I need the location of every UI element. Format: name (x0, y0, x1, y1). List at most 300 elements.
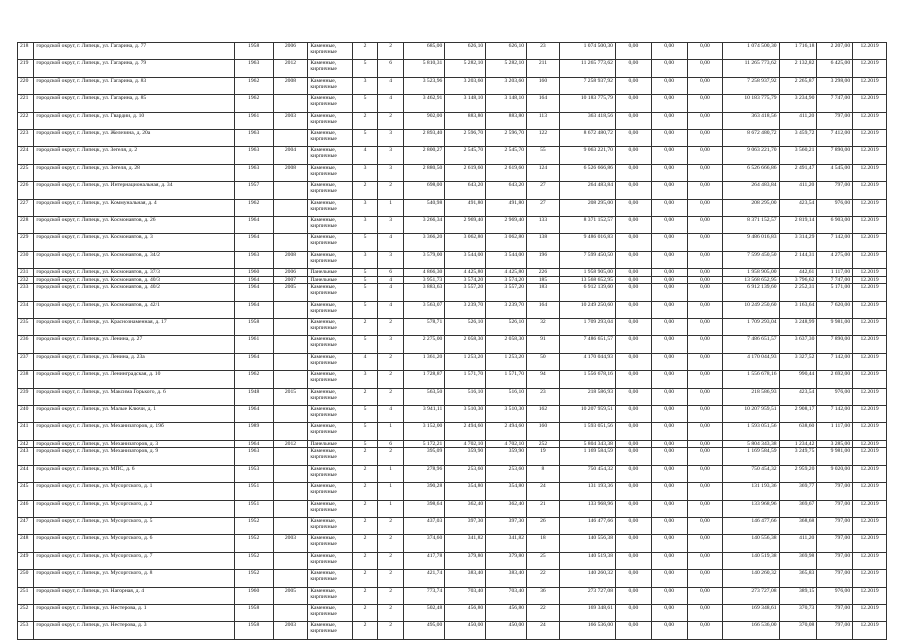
cell-wall-material: Каменные, кирпичные (308, 112, 353, 129)
cell-cost-per-sqm: 2 265,87 (779, 77, 817, 94)
cell-total-area: 1 361,20 (404, 353, 445, 370)
cell-area-residential: 516,10 (486, 388, 527, 405)
cell-total-area: 417,78 (404, 552, 445, 569)
cell-floors: 3 (353, 199, 378, 216)
cell-max-cost-per-sqm: 797,00 (817, 500, 853, 517)
cell-wall-material: Панельные (308, 276, 353, 284)
cell-wall-material: Панельные (308, 440, 353, 448)
cell-year-overhaul: 2008 (273, 164, 308, 181)
cell-area-residential: 4 425,80 (486, 269, 527, 277)
cell-address: городской округ, г. Липецк, ул. Мусоргского, д. 7 (34, 552, 234, 569)
cell-planned-date: 12.2019 (853, 622, 887, 639)
cell-residents: 196 (527, 251, 560, 268)
cell-year-built: 1961 (234, 336, 273, 353)
cell-total-area: 3 462,91 (404, 95, 445, 112)
cell-residents: 24 (527, 483, 560, 500)
cell-max-cost-per-sqm: 797,00 (817, 570, 853, 587)
cell-max-cost-per-sqm: 797,00 (817, 604, 853, 621)
cell-total-cost: 140 519,38 (559, 552, 615, 569)
cell-wall-material: Каменные, кирпичные (308, 406, 353, 423)
cell-row-number: 249 (18, 552, 34, 569)
cell-cost-fund: 0,00 (615, 587, 651, 604)
cell-total-area: 3 951,73 (404, 276, 445, 284)
cell-entrances: 2 (377, 182, 404, 199)
cell-address: городской округ, г. Липецк, ул. Интернациональная, д. 34 (34, 182, 234, 199)
cell-year-overhaul (273, 483, 308, 500)
cell-total-area: 421,74 (404, 570, 445, 587)
table-row (18, 43, 887, 60)
table-row (18, 216, 887, 233)
cell-total-area: 3 941,11 (404, 406, 445, 423)
cell-planned-date: 12.2019 (853, 440, 887, 448)
cell-year-overhaul: 2007 (273, 276, 308, 284)
cell-area-residential: 3 574,20 (486, 276, 527, 284)
table-row (18, 164, 887, 181)
cell-cost-regional: 0,00 (651, 517, 687, 534)
cell-total-cost: 6 526 666,86 (559, 164, 615, 181)
cell-cost-regional: 0,00 (651, 77, 687, 94)
cell-total-cost: 140 260,32 (559, 570, 615, 587)
cell-total-cost: 1 074 500,30 (559, 43, 615, 60)
cell-residents: 27 (527, 182, 560, 199)
cell-cost-per-sqm: 411,20 (779, 182, 817, 199)
cell-address: городской округ, г. Липецк, ул. Мусоргского, д. 6 (34, 535, 234, 552)
cell-cost-local: 0,00 (687, 500, 723, 517)
cell-total-area: 390,28 (404, 483, 445, 500)
cell-area-premises: 456,80 (445, 604, 486, 621)
cell-wall-material: Каменные, кирпичные (308, 95, 353, 112)
cell-wall-material: Каменные, кирпичные (308, 234, 353, 251)
cell-residents: 55 (527, 147, 560, 164)
cell-area-premises: 3 062,80 (445, 234, 486, 251)
cell-total-area: 502,48 (404, 604, 445, 621)
cell-cost-local: 0,00 (687, 43, 723, 60)
cell-row-number: 246 (18, 500, 34, 517)
cell-row-number: 251 (18, 587, 34, 604)
cell-residents: 21 (527, 500, 560, 517)
cell-cost-owners: 4 170 044,93 (723, 353, 779, 370)
cell-area-premises: 1 253,20 (445, 353, 486, 370)
cell-year-overhaul (273, 301, 308, 318)
cell-total-area: 3 563,07 (404, 301, 445, 318)
cell-residents: 8 (527, 465, 560, 482)
cell-cost-regional: 0,00 (651, 147, 687, 164)
cell-year-built: 1964 (234, 276, 273, 284)
cell-cost-regional: 0,00 (651, 406, 687, 423)
cell-year-overhaul (273, 182, 308, 199)
cell-year-overhaul: 2003 (273, 535, 308, 552)
cell-planned-date: 12.2019 (853, 216, 887, 233)
cell-year-overhaul (273, 199, 308, 216)
cell-max-cost-per-sqm: 6 425,00 (817, 60, 853, 77)
cell-cost-local: 0,00 (687, 60, 723, 77)
cell-area-premises: 516,10 (445, 388, 486, 405)
cell-year-built: 1952 (234, 570, 273, 587)
cell-year-built: 1964 (234, 234, 273, 251)
cell-row-number: 222 (18, 112, 34, 129)
cell-cost-regional: 0,00 (651, 112, 687, 129)
cell-area-residential: 2 058,30 (486, 336, 527, 353)
cell-cost-per-sqm: 3 163,64 (779, 301, 817, 318)
cell-residents: 164 (527, 301, 560, 318)
cell-total-area: 5 810,31 (404, 60, 445, 77)
cell-entrances: 3 (377, 216, 404, 233)
cell-total-cost: 6 912 139,60 (559, 284, 615, 301)
cell-entrances: 1 (377, 465, 404, 482)
cell-residents: 25 (527, 552, 560, 569)
cell-year-built: 1989 (234, 423, 273, 440)
cell-row-number: 235 (18, 319, 34, 336)
table-row (18, 406, 887, 423)
cell-entrances: 6 (377, 60, 404, 77)
cell-address: городской округ, г. Липецк, ул. Космонавтов, д. 42/1 (34, 301, 234, 318)
cell-planned-date: 12.2019 (853, 147, 887, 164)
cell-cost-owners: 133 968,96 (723, 500, 779, 517)
cell-row-number: 228 (18, 216, 34, 233)
cell-area-residential: 491,80 (486, 199, 527, 216)
cell-residents: 211 (527, 60, 560, 77)
cell-floors: 5 (353, 301, 378, 318)
cell-residents: 27 (527, 199, 560, 216)
cell-max-cost-per-sqm: 797,00 (817, 552, 853, 569)
cell-cost-fund: 0,00 (615, 570, 651, 587)
cell-entrances: 1 (377, 500, 404, 517)
cell-area-residential: 341,82 (486, 535, 527, 552)
cell-area-residential: 379,80 (486, 552, 527, 569)
cell-planned-date: 12.2019 (853, 112, 887, 129)
cell-row-number: 231 (18, 269, 34, 277)
cell-cost-per-sqm: 1 234,42 (779, 440, 817, 448)
table-row (18, 234, 887, 251)
cell-cost-owners: 146 477,66 (723, 517, 779, 534)
cell-floors: 3 (353, 251, 378, 268)
cell-cost-regional: 0,00 (651, 319, 687, 336)
cell-address: городской округ, г. Липецк, ул. Космонавтов, д. 37/3 (34, 269, 234, 277)
cell-cost-regional: 0,00 (651, 276, 687, 284)
cell-total-cost: 11 265 773,62 (559, 60, 615, 77)
cell-area-premises: 3 544,00 (445, 251, 486, 268)
cell-cost-per-sqm: 1 716,18 (779, 43, 817, 60)
cell-wall-material: Каменные, кирпичные (308, 164, 353, 181)
cell-total-cost: 4 170 044,93 (559, 353, 615, 370)
cell-cost-fund: 0,00 (615, 388, 651, 405)
cell-area-residential: 703,40 (486, 587, 527, 604)
cell-cost-per-sqm: 411,20 (779, 535, 817, 552)
cell-year-overhaul: 2006 (273, 269, 308, 277)
cell-cost-local: 0,00 (687, 371, 723, 388)
cell-cost-fund: 0,00 (615, 465, 651, 482)
cell-entrances: 3 (377, 251, 404, 268)
cell-row-number: 245 (18, 483, 34, 500)
cell-cost-owners: 273 727,08 (723, 587, 779, 604)
cell-wall-material: Каменные, кирпичные (308, 371, 353, 388)
cell-max-cost-per-sqm: 797,00 (817, 535, 853, 552)
cell-year-built: 1964 (234, 284, 273, 301)
table-row (18, 622, 887, 639)
cell-max-cost-per-sqm: 7 890,00 (817, 336, 853, 353)
cell-entrances: 2 (377, 604, 404, 621)
cell-area-premises: 2 545,70 (445, 147, 486, 164)
cell-row-number: 224 (18, 147, 34, 164)
cell-area-premises: 2 969,40 (445, 216, 486, 233)
cell-cost-fund: 0,00 (615, 353, 651, 370)
cell-cost-per-sqm: 411,20 (779, 112, 817, 129)
cell-total-cost: 273 727,08 (559, 587, 615, 604)
cell-cost-owners: 131 193,36 (723, 483, 779, 500)
cell-total-cost: 363 418,56 (559, 112, 615, 129)
cell-wall-material: Каменные, кирпичные (308, 60, 353, 77)
cell-address: городской округ, г. Липецк, ул. Малые Ключи, д. 1 (34, 406, 234, 423)
cell-entrances: 2 (377, 587, 404, 604)
cell-cost-per-sqm: 2 132,82 (779, 60, 817, 77)
cell-area-residential: 626,10 (486, 43, 527, 60)
cell-cost-owners: 9 486 016,83 (723, 234, 779, 251)
cell-total-area: 437,03 (404, 517, 445, 534)
cell-planned-date: 12.2019 (853, 301, 887, 318)
cell-residents: 91 (527, 336, 560, 353)
cell-total-cost: 13 568 652,95 (559, 276, 615, 284)
cell-cost-local: 0,00 (687, 77, 723, 94)
cell-cost-fund: 0,00 (615, 517, 651, 534)
cell-area-residential: 354,80 (486, 483, 527, 500)
cell-year-overhaul: 2008 (273, 251, 308, 268)
cell-year-overhaul (273, 570, 308, 587)
cell-year-overhaul (273, 319, 308, 336)
cell-area-residential: 3 148,10 (486, 95, 527, 112)
cell-row-number: 240 (18, 406, 34, 423)
cell-max-cost-per-sqm: 6 903,00 (817, 216, 853, 233)
cell-address: городской округ, г. Липецк, ул. Краснознаменная, д. 17 (34, 319, 234, 336)
cell-cost-owners: 1 593 051,56 (723, 423, 779, 440)
cell-wall-material: Каменные, кирпичные (308, 604, 353, 621)
cell-address: городской округ, г. Липецк, ул. Мусоргского, д. 2 (34, 500, 234, 517)
cell-cost-owners: 6 526 666,86 (723, 164, 779, 181)
cell-area-residential: 383,40 (486, 570, 527, 587)
cell-area-premises: 526,10 (445, 319, 486, 336)
table-row (18, 276, 887, 284)
cell-max-cost-per-sqm: 9 981,00 (817, 448, 853, 465)
cell-area-premises: 383,40 (445, 570, 486, 587)
table-row (18, 269, 887, 277)
table-row (18, 77, 887, 94)
cell-max-cost-per-sqm: 5 171,00 (817, 284, 853, 301)
cell-residents: 113 (527, 112, 560, 129)
cell-entrances: 4 (377, 276, 404, 284)
cell-max-cost-per-sqm: 7 142,00 (817, 406, 853, 423)
cell-cost-per-sqm: 365,83 (779, 570, 817, 587)
cell-cost-regional: 0,00 (651, 353, 687, 370)
cell-address: городской округ, г. Липецк, ул. Космонавтов, д. 40/3 (34, 276, 234, 284)
cell-year-overhaul (273, 234, 308, 251)
cell-cost-regional: 0,00 (651, 552, 687, 569)
cell-cost-per-sqm: 423,54 (779, 199, 817, 216)
cell-residents: 226 (527, 269, 560, 277)
cell-cost-regional: 0,00 (651, 448, 687, 465)
cell-year-built: 1963 (234, 448, 273, 465)
cell-wall-material: Каменные, кирпичные (308, 336, 353, 353)
cell-planned-date: 12.2019 (853, 388, 887, 405)
cell-entrances: 2 (377, 622, 404, 639)
cell-address: городской округ, г. Липецк, ул. Космонавтов, д. 40/2 (34, 284, 234, 301)
cell-floors: 2 (353, 622, 378, 639)
cell-row-number: 230 (18, 251, 34, 268)
cell-total-cost: 166 536,00 (559, 622, 615, 639)
cell-total-area: 278,96 (404, 465, 445, 482)
cell-max-cost-per-sqm: 9 981,00 (817, 319, 853, 336)
cell-planned-date: 12.2019 (853, 552, 887, 569)
cell-cost-local: 0,00 (687, 517, 723, 534)
cell-total-area: 685,00 (404, 43, 445, 60)
cell-cost-per-sqm: 369,98 (779, 552, 817, 569)
cell-cost-fund: 0,00 (615, 164, 651, 181)
cell-area-premises: 4 702,10 (445, 440, 486, 448)
cell-cost-local: 0,00 (687, 216, 723, 233)
cell-entrances: 2 (377, 353, 404, 370)
cell-row-number: 244 (18, 465, 34, 482)
cell-entrances: 2 (377, 448, 404, 465)
cell-planned-date: 12.2019 (853, 517, 887, 534)
cell-entrances: 2 (377, 570, 404, 587)
cell-cost-regional: 0,00 (651, 500, 687, 517)
cell-max-cost-per-sqm: 976,00 (817, 388, 853, 405)
cell-year-overhaul: 2005 (273, 284, 308, 301)
table-row (18, 423, 887, 440)
cell-address: городской округ, г. Липецк, ул. Механизаторов, д. 3 (34, 440, 234, 448)
cell-cost-fund: 0,00 (615, 552, 651, 569)
cell-planned-date: 12.2019 (853, 406, 887, 423)
cell-address: городской округ, г. Липецк, ул. Гагарина, д. 85 (34, 95, 234, 112)
cell-residents: 164 (527, 95, 560, 112)
cell-year-overhaul (273, 353, 308, 370)
cell-area-residential: 3 203,60 (486, 77, 527, 94)
cell-row-number: 236 (18, 336, 34, 353)
cell-planned-date: 12.2019 (853, 570, 887, 587)
table-row (18, 371, 887, 388)
table-row (18, 199, 887, 216)
cell-row-number: 253 (18, 622, 34, 639)
cell-row-number: 220 (18, 77, 34, 94)
cell-cost-fund: 0,00 (615, 336, 651, 353)
table-row (18, 336, 887, 353)
cell-year-built: 1963 (234, 164, 273, 181)
cell-total-cost: 8 672 480,72 (559, 129, 615, 146)
cell-floors: 2 (353, 388, 378, 405)
cell-residents: 160 (527, 77, 560, 94)
table-row (18, 604, 887, 621)
cell-cost-regional: 0,00 (651, 251, 687, 268)
cell-cost-fund: 0,00 (615, 251, 651, 268)
cell-residents: 23 (527, 43, 560, 60)
cell-entrances: 3 (377, 147, 404, 164)
cell-wall-material: Каменные, кирпичные (308, 423, 353, 440)
cell-max-cost-per-sqm: 2 692,00 (817, 371, 853, 388)
cell-year-overhaul: 2006 (273, 43, 308, 60)
cell-wall-material: Каменные, кирпичные (308, 129, 353, 146)
cell-residents: 183 (527, 284, 560, 301)
table-row (18, 483, 887, 500)
cell-residents: 19 (527, 448, 560, 465)
cell-area-premises: 362,40 (445, 500, 486, 517)
cell-area-residential: 3 062,80 (486, 234, 527, 251)
cell-total-cost: 9 486 016,83 (559, 234, 615, 251)
cell-wall-material: Каменные, кирпичные (308, 465, 353, 482)
cell-wall-material: Каменные, кирпичные (308, 182, 353, 199)
cell-floors: 2 (353, 483, 378, 500)
cell-cost-local: 0,00 (687, 251, 723, 268)
cell-cost-owners: 7 599 450,50 (723, 251, 779, 268)
cell-cost-local: 0,00 (687, 199, 723, 216)
cell-total-cost: 8 371 152,57 (559, 216, 615, 233)
cell-address: городской округ, г. Липецк, ул. Гагарина, д. 83 (34, 77, 234, 94)
cell-year-built: 1962 (234, 95, 273, 112)
cell-area-premises: 3 574,20 (445, 276, 486, 284)
cell-row-number: 223 (18, 129, 34, 146)
cell-total-cost: 1 958 905,00 (559, 269, 615, 277)
cell-cost-regional: 0,00 (651, 284, 687, 301)
cell-year-built: 1948 (234, 388, 273, 405)
cell-area-residential: 643,20 (486, 182, 527, 199)
cell-area-residential: 3 239,70 (486, 301, 527, 318)
cell-cost-local: 0,00 (687, 406, 723, 423)
cell-year-overhaul (273, 500, 308, 517)
cell-cost-per-sqm: 3 459,72 (779, 129, 817, 146)
cell-cost-local: 0,00 (687, 112, 723, 129)
cell-row-number: 239 (18, 388, 34, 405)
table-body (18, 43, 887, 640)
cell-year-built: 1952 (234, 552, 273, 569)
cell-cost-owners: 10 249 250,60 (723, 301, 779, 318)
cell-floors: 5 (353, 276, 378, 284)
cell-area-residential: 2 494,60 (486, 423, 527, 440)
cell-total-cost: 7 599 450,50 (559, 251, 615, 268)
cell-total-cost: 10 207 959,51 (559, 406, 615, 423)
cell-residents: 24 (527, 622, 560, 639)
cell-wall-material: Каменные, кирпичные (308, 301, 353, 318)
cell-entrances: 2 (377, 552, 404, 569)
cell-year-overhaul (273, 336, 308, 353)
cell-area-residential: 359,90 (486, 448, 527, 465)
cell-total-cost: 10 249 250,60 (559, 301, 615, 318)
cell-address: городской округ, г. Липецк, ул. Нагорная, д. 4 (34, 587, 234, 604)
cell-planned-date: 12.2019 (853, 284, 887, 301)
cell-entrances: 2 (377, 535, 404, 552)
cell-max-cost-per-sqm: 7 747,00 (817, 276, 853, 284)
cell-year-built: 1964 (234, 301, 273, 318)
cell-cost-owners: 10 183 775,79 (723, 95, 779, 112)
cell-floors: 2 (353, 465, 378, 482)
cell-max-cost-per-sqm: 797,00 (817, 622, 853, 639)
cell-residents: 160 (527, 423, 560, 440)
cell-residents: 124 (527, 164, 560, 181)
cell-year-built: 1958 (234, 604, 273, 621)
cell-address: городской округ, г. Липецк, ул. Ленина, д. 27 (34, 336, 234, 353)
cell-row-number: 238 (18, 371, 34, 388)
cell-wall-material: Каменные, кирпичные (308, 199, 353, 216)
cell-year-overhaul: 2005 (273, 587, 308, 604)
cell-area-premises: 643,20 (445, 182, 486, 199)
cell-address: городской округ, г. Липецк, ул. Механизаторов, д. 9 (34, 448, 234, 465)
cell-area-premises: 379,80 (445, 552, 486, 569)
cell-residents: 36 (527, 587, 560, 604)
cell-row-number: 237 (18, 353, 34, 370)
cell-address: городской округ, г. Липецк, ул. Мусоргского, д. 8 (34, 570, 234, 587)
cell-planned-date: 12.2019 (853, 276, 887, 284)
cell-cost-regional: 0,00 (651, 301, 687, 318)
cell-cost-local: 0,00 (687, 319, 723, 336)
cell-residents: 22 (527, 570, 560, 587)
cell-year-overhaul (273, 406, 308, 423)
cell-floors: 5 (353, 336, 378, 353)
